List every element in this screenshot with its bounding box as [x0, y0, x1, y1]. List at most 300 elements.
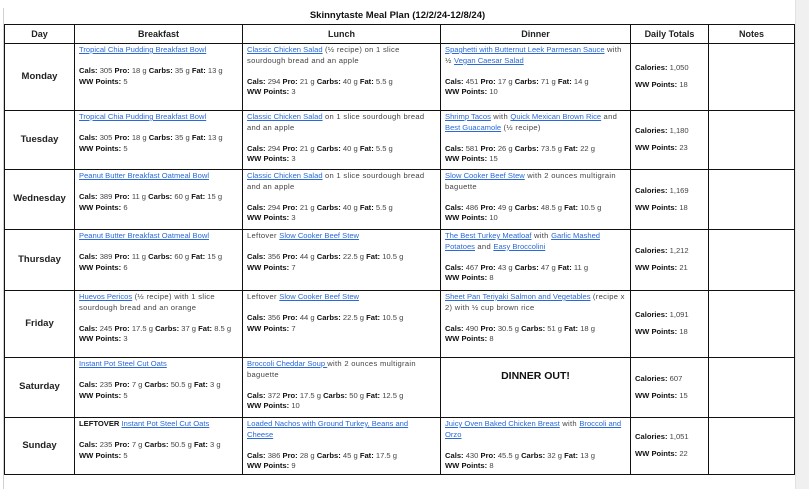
fat-label: Fat: [366, 390, 381, 400]
nutrition-stats [79, 66, 238, 88]
meal-description [445, 112, 626, 134]
ww-label: WW Points: [635, 390, 678, 400]
recipe-link[interactable]: Sheet Pan Teriyaki Salmon and Vegetables [445, 292, 591, 301]
carbs-label: Carbs: [316, 202, 341, 212]
ww-total: 18 [679, 80, 688, 89]
daily-totals-cell [631, 418, 709, 475]
nutrition-stats [247, 391, 436, 413]
meal-description [247, 112, 436, 134]
cals-value: 451 [465, 76, 479, 86]
ww-value: 3 [291, 87, 296, 97]
pro-label: Pro: [480, 262, 496, 272]
meal-text: with ½ [445, 45, 622, 65]
meal-text: on 1 slice sourdough bread and an apple [247, 171, 425, 191]
meal-description [247, 292, 436, 303]
dinner-cell [441, 111, 631, 170]
recipe-link[interactable]: Huevos Pericos [79, 292, 133, 301]
recipe-link[interactable]: Vegan Caesar Salad [454, 55, 524, 65]
carbs-value: 51 g [547, 323, 563, 333]
ww-label: WW Points: [635, 80, 678, 89]
fat-value: 15 g [207, 251, 223, 261]
fat-label: Fat: [564, 143, 579, 153]
ww-total: 23 [679, 143, 688, 152]
recipe-link[interactable]: Slow Cooker Beef Stew [279, 292, 360, 301]
daily-totals-cell [631, 111, 709, 170]
ww-label: WW Points: [445, 87, 488, 97]
meal-description [445, 231, 626, 253]
day-row [5, 111, 795, 170]
ww-value: 6 [123, 262, 128, 272]
notes-cell[interactable] [709, 358, 795, 418]
fat-value: 13 g [207, 65, 223, 75]
scrollbar[interactable] [795, 0, 809, 489]
recipe-link[interactable]: Broccoli Cheddar Soup [247, 359, 328, 368]
cals-value: 356 [267, 312, 281, 322]
meal-description [247, 45, 436, 67]
carbs-value: 50.5 g [170, 439, 192, 449]
recipe-link[interactable]: Classic Chicken Salad [247, 171, 323, 180]
notes-cell[interactable] [709, 170, 795, 230]
day-row [5, 291, 795, 358]
pro-value: 17.5 g [131, 323, 153, 333]
cals-label: Cals: [247, 76, 266, 86]
meal-description [445, 419, 626, 441]
notes-cell[interactable] [709, 418, 795, 475]
meal-description [79, 359, 238, 370]
pro-label: Pro: [480, 76, 496, 86]
fat-value: 17.5 g [375, 450, 397, 460]
meal-description [247, 231, 436, 242]
cals-value: 305 [99, 132, 113, 142]
ww-value: 10 [291, 401, 300, 411]
day-name: Thursday [5, 230, 75, 291]
day-row [5, 358, 795, 418]
carbs-value: 48.5 g [540, 202, 563, 212]
pro-value: 21 g [299, 143, 315, 153]
recipe-link[interactable]: Peanut Butter Breakfast Oatmeal Bowl [79, 171, 210, 180]
fat-value: 15 g [207, 191, 223, 201]
ww-value: 10 [489, 87, 498, 97]
calories-total: 1,050 [669, 63, 689, 73]
daily-totals-cell [631, 44, 709, 111]
nutrition-stats [79, 440, 238, 462]
pro-value: 30.5 g [497, 323, 519, 333]
cals-label: Cals: [79, 132, 98, 142]
day-name: Saturday [5, 358, 75, 418]
dinner-cell [441, 291, 631, 358]
ww-label: WW Points: [79, 334, 122, 344]
ww-value: 15 [489, 154, 498, 164]
ww-total: 18 [679, 202, 688, 212]
recipe-link[interactable]: Peanut Butter Breakfast Oatmeal Bowl [79, 231, 210, 240]
carbs-label: Carbs: [316, 143, 341, 153]
fat-value: 18 g [580, 323, 595, 333]
breakfast-cell [75, 418, 243, 475]
ww-label: WW Points: [247, 154, 290, 164]
pro-value: 44 g [299, 312, 315, 322]
breakfast-cell [75, 358, 243, 418]
carbs-value: 22.5 g [342, 251, 365, 261]
ww-label: WW Points: [635, 263, 678, 272]
meal-text: with [559, 419, 580, 428]
pro-label: Pro: [282, 450, 298, 460]
pro-label: Pro: [114, 323, 130, 333]
ww-label: WW Points: [79, 450, 122, 460]
day-row [5, 44, 795, 111]
recipe-link[interactable]: Juicy Oven Baked Chicken Breast [445, 419, 560, 428]
ww-label: WW Points: [79, 262, 122, 272]
cals-label: Cals: [79, 323, 98, 333]
pro-label: Pro: [114, 439, 130, 449]
breakfast-cell [75, 111, 243, 170]
carbs-value: 40 g [342, 202, 358, 212]
cals-value: 389 [99, 251, 113, 261]
meal-description [247, 419, 436, 441]
dinner-cell [441, 44, 631, 111]
pro-label: Pro: [480, 450, 496, 460]
lunch-cell [243, 418, 441, 475]
ww-label: WW Points: [635, 449, 678, 458]
cals-value: 294 [267, 143, 281, 153]
meal-text: with [531, 231, 552, 240]
cals-label: Cals: [79, 251, 98, 261]
carbs-value: 37 g [181, 323, 197, 333]
ww-value: 6 [123, 202, 128, 212]
carbs-value: 73.5 g [540, 143, 563, 153]
day-name: Tuesday [5, 111, 75, 170]
recipe-link[interactable]: Spaghetti with Butternut Leek Parmesan Sauce [445, 45, 605, 54]
calories-label: Calories: [635, 432, 668, 442]
daily-totals-cell [631, 291, 709, 358]
pro-label: Pro: [114, 379, 130, 389]
calories-total: 1,169 [669, 185, 689, 195]
ww-label: WW Points: [247, 323, 290, 333]
pro-value: 49 g [497, 202, 513, 212]
meal-text: (½ recipe) with 1 slice sourdough bread and an orange [79, 292, 215, 312]
recipe-link[interactable]: Classic Chicken Salad [247, 45, 323, 54]
ww-label: WW Points: [79, 202, 122, 212]
pro-label: Pro: [282, 390, 298, 400]
cals-label: Cals: [247, 251, 266, 261]
calories-total: 1,051 [669, 432, 689, 442]
recipe-link[interactable]: Tropical Chia Pudding Breakfast Bowl [79, 112, 207, 121]
breakfast-cell [75, 291, 243, 358]
dinner-cell [441, 230, 631, 291]
carbs-label: Carbs: [316, 76, 341, 86]
carbs-value: 50 g [349, 390, 365, 400]
fat-value: 13 g [580, 450, 595, 460]
pro-value: 7 g [131, 379, 143, 389]
fat-label: Fat: [198, 323, 213, 333]
ww-total: 15 [679, 390, 688, 400]
pro-label: Pro: [114, 251, 130, 261]
meal-text: (½ recipe) [501, 122, 541, 132]
recipe-link[interactable]: Easy Broccolini [493, 241, 546, 251]
meal-text: with [490, 112, 511, 121]
column-header: Breakfast [75, 25, 243, 44]
notes-cell[interactable] [709, 230, 795, 291]
carbs-label: Carbs: [514, 262, 539, 272]
pro-value: 43 g [497, 262, 513, 272]
ww-value: 10 [489, 213, 498, 223]
pro-value: 18 g [131, 65, 147, 75]
pro-label: Pro: [114, 132, 130, 142]
ww-label: WW Points: [79, 143, 122, 153]
column-header: Lunch [243, 25, 441, 44]
recipe-link[interactable]: Quick Mexican Brown Rice [510, 112, 602, 121]
fat-value: 10.5 g [580, 202, 602, 212]
nutrition-stats [445, 263, 626, 285]
carbs-label: Carbs: [521, 323, 546, 333]
dinner-cell [441, 358, 631, 418]
ww-value: 5 [123, 143, 128, 153]
ww-label: WW Points: [635, 202, 678, 212]
lunch-cell [243, 358, 441, 418]
cals-label: Cals: [247, 312, 266, 322]
meal-description [79, 112, 238, 123]
fat-label: Fat: [564, 323, 579, 333]
fat-label: Fat: [191, 132, 206, 142]
recipe-link[interactable]: Garlic Mashed Potatoes [445, 231, 601, 251]
pro-value: 17 g [497, 76, 513, 86]
carbs-label: Carbs: [323, 390, 348, 400]
breakfast-cell [75, 170, 243, 230]
fat-label: Fat: [557, 262, 572, 272]
header-row [5, 25, 795, 44]
recipe-link[interactable]: Loaded Nachos with Ground Turkey, Beans and Cheese [247, 419, 409, 439]
recipe-link[interactable]: Tropical Chia Pudding Breakfast Bowl [79, 45, 207, 54]
carbs-label: Carbs: [144, 379, 169, 389]
ww-value: 8 [489, 461, 494, 471]
recipe-link[interactable]: Shrimp Tacos [445, 112, 491, 121]
fat-label: Fat: [564, 202, 579, 212]
cals-value: 430 [465, 450, 479, 460]
carbs-label: Carbs: [148, 251, 173, 261]
day-name: Friday [5, 291, 75, 358]
cals-value: 294 [267, 202, 281, 212]
fat-value: 14 g [573, 76, 589, 86]
fat-value: 10.5 g [382, 312, 404, 322]
carbs-label: Carbs: [521, 450, 546, 460]
recipe-link[interactable]: Instant Pot Steel Cut Oats [121, 419, 210, 428]
meal-plan-table [4, 24, 795, 475]
meal-description [445, 45, 626, 67]
pro-value: 21 g [299, 76, 315, 86]
fat-value: 5.5 g [375, 202, 393, 212]
ww-value: 8 [489, 273, 494, 283]
lunch-cell [243, 291, 441, 358]
cals-value: 305 [99, 65, 113, 75]
calories-total: 1,212 [669, 246, 689, 256]
recipe-link[interactable]: The Best Turkey Meatloaf [445, 231, 532, 240]
column-header: Notes [709, 25, 795, 44]
day-row [5, 170, 795, 230]
day-name: Wednesday [5, 170, 75, 230]
fat-label: Fat: [366, 312, 381, 322]
lunch-cell [243, 111, 441, 170]
pro-value: 21 g [299, 202, 315, 212]
carbs-label: Carbs: [514, 202, 539, 212]
ww-value: 3 [291, 213, 296, 223]
cals-value: 294 [267, 76, 281, 86]
nutrition-stats [445, 144, 626, 166]
nutrition-stats [247, 252, 436, 274]
calories-label: Calories: [635, 63, 668, 73]
pro-label: Pro: [114, 191, 130, 201]
notes-cell[interactable] [709, 44, 795, 111]
carbs-label: Carbs: [316, 251, 341, 261]
ww-label: WW Points: [247, 213, 290, 223]
cals-label: Cals: [79, 191, 98, 201]
fat-label: Fat: [359, 450, 374, 460]
cals-label: Cals: [247, 390, 266, 400]
day-name: Sunday [5, 418, 75, 475]
ww-value: 9 [291, 461, 296, 471]
meal-description [247, 359, 436, 381]
cals-label: Cals: [247, 450, 266, 460]
fat-label: Fat: [366, 251, 381, 261]
recipe-link[interactable]: Slow Cooker Beef Stew [445, 171, 525, 180]
fat-label: Fat: [191, 191, 206, 201]
page-title: Skinnytaste Meal Plan (12/2/24-12/8/24) [309, 10, 486, 21]
calories-label: Calories: [635, 310, 668, 320]
carbs-label: Carbs: [514, 143, 539, 153]
fat-label: Fat: [359, 76, 374, 86]
calories-label: Calories: [635, 185, 668, 195]
day-name: Monday [5, 44, 75, 111]
carbs-label: Carbs: [148, 191, 173, 201]
cals-label: Cals: [445, 323, 464, 333]
carbs-value: 45 g [342, 450, 358, 460]
meal-note: LEFTOVER [79, 419, 122, 428]
ww-label: WW Points: [247, 262, 290, 272]
column-header: Daily Totals [631, 25, 709, 44]
meal-text: with 2 ounces multigrain baguette [247, 359, 416, 379]
fat-value: 8.5 g [214, 323, 232, 333]
fat-label: Fat: [359, 202, 374, 212]
pro-value: 28 g [299, 450, 315, 460]
meal-description [79, 419, 238, 430]
carbs-value: 50.5 g [170, 379, 192, 389]
carbs-value: 35 g [174, 132, 190, 142]
ww-value: 8 [489, 334, 494, 344]
fat-value: 3 g [209, 379, 221, 389]
cals-value: 235 [99, 439, 113, 449]
ww-label: WW Points: [635, 327, 678, 336]
ww-total: 18 [679, 327, 688, 336]
nutrition-stats [247, 144, 436, 166]
meal-description [445, 171, 626, 193]
cals-label: Cals: [79, 65, 98, 75]
cals-value: 389 [99, 191, 113, 201]
calories-label: Calories: [635, 126, 668, 136]
notes-cell[interactable] [709, 291, 795, 358]
carbs-value: 40 g [342, 76, 358, 86]
carbs-value: 22.5 g [342, 312, 365, 322]
meal-description [79, 292, 238, 314]
carbs-value: 35 g [174, 65, 190, 75]
cals-label: Cals: [445, 262, 464, 272]
carbs-value: 47 g [540, 262, 556, 272]
ww-value: 7 [291, 323, 296, 333]
fat-label: Fat: [191, 65, 206, 75]
notes-cell[interactable] [709, 111, 795, 170]
recipe-link[interactable]: Best Guacamole [445, 122, 502, 132]
carbs-value: 40 g [342, 143, 358, 153]
recipe-link[interactable]: Broccoli and Orzo [445, 419, 622, 439]
recipe-link[interactable]: Slow Cooker Beef Stew [279, 231, 360, 240]
pro-label: Pro: [282, 251, 298, 261]
pro-label: Pro: [282, 143, 298, 153]
meal-description [79, 231, 238, 242]
meal-text: and [601, 112, 618, 121]
ww-label: WW Points: [445, 461, 488, 471]
calories-total: 1,180 [669, 126, 689, 136]
ww-value: 5 [123, 450, 128, 460]
ww-label: WW Points: [635, 143, 678, 152]
ww-label: WW Points: [247, 401, 290, 411]
nutrition-stats [445, 77, 626, 99]
ww-value: 3 [123, 334, 128, 344]
dinner-cell [441, 418, 631, 475]
cals-label: Cals: [445, 76, 464, 86]
cals-label: Cals: [79, 439, 98, 449]
meal-text: and [474, 241, 494, 251]
breakfast-cell [75, 44, 243, 111]
pro-label: Pro: [480, 143, 496, 153]
meal-text: (½ recipe) on 1 slice sourdough bread and an apple [247, 45, 400, 65]
recipe-link[interactable]: Classic Chicken Salad [247, 112, 323, 121]
nutrition-stats [445, 451, 626, 473]
ww-label: WW Points: [445, 213, 488, 223]
fat-value: 3 g [209, 439, 221, 449]
dinner-cell [441, 170, 631, 230]
meal-description [247, 171, 436, 193]
pro-label: Pro: [282, 312, 298, 322]
daily-totals-cell [631, 230, 709, 291]
daily-totals-cell [631, 358, 709, 418]
ww-label: WW Points: [247, 461, 290, 471]
cals-label: Cals: [445, 202, 464, 212]
carbs-value: 32 g [547, 450, 563, 460]
column-header: Dinner [441, 25, 631, 44]
nutrition-stats [445, 203, 626, 225]
cals-value: 245 [99, 323, 113, 333]
special-note: DINNER OUT! [501, 370, 570, 382]
cals-value: 356 [267, 251, 281, 261]
fat-value: 5.5 g [375, 76, 393, 86]
day-row [5, 230, 795, 291]
cals-value: 235 [99, 379, 113, 389]
ww-total: 22 [679, 449, 688, 458]
meal-text: Leftover [247, 231, 280, 240]
cals-value: 581 [465, 143, 479, 153]
fat-label: Fat: [191, 251, 206, 261]
fat-value: 5.5 g [375, 143, 393, 153]
pro-value: 26 g [497, 143, 513, 153]
fat-label: Fat: [564, 450, 579, 460]
nutrition-stats [79, 324, 238, 346]
daily-totals-cell [631, 170, 709, 230]
carbs-value: 60 g [174, 191, 190, 201]
cals-value: 372 [267, 390, 281, 400]
nutrition-stats [79, 133, 238, 155]
pro-value: 11 g [131, 191, 147, 201]
cals-value: 386 [267, 450, 281, 460]
lunch-cell [243, 230, 441, 291]
nutrition-stats [79, 192, 238, 214]
recipe-link[interactable]: Instant Pot Steel Cut Oats [79, 359, 167, 368]
